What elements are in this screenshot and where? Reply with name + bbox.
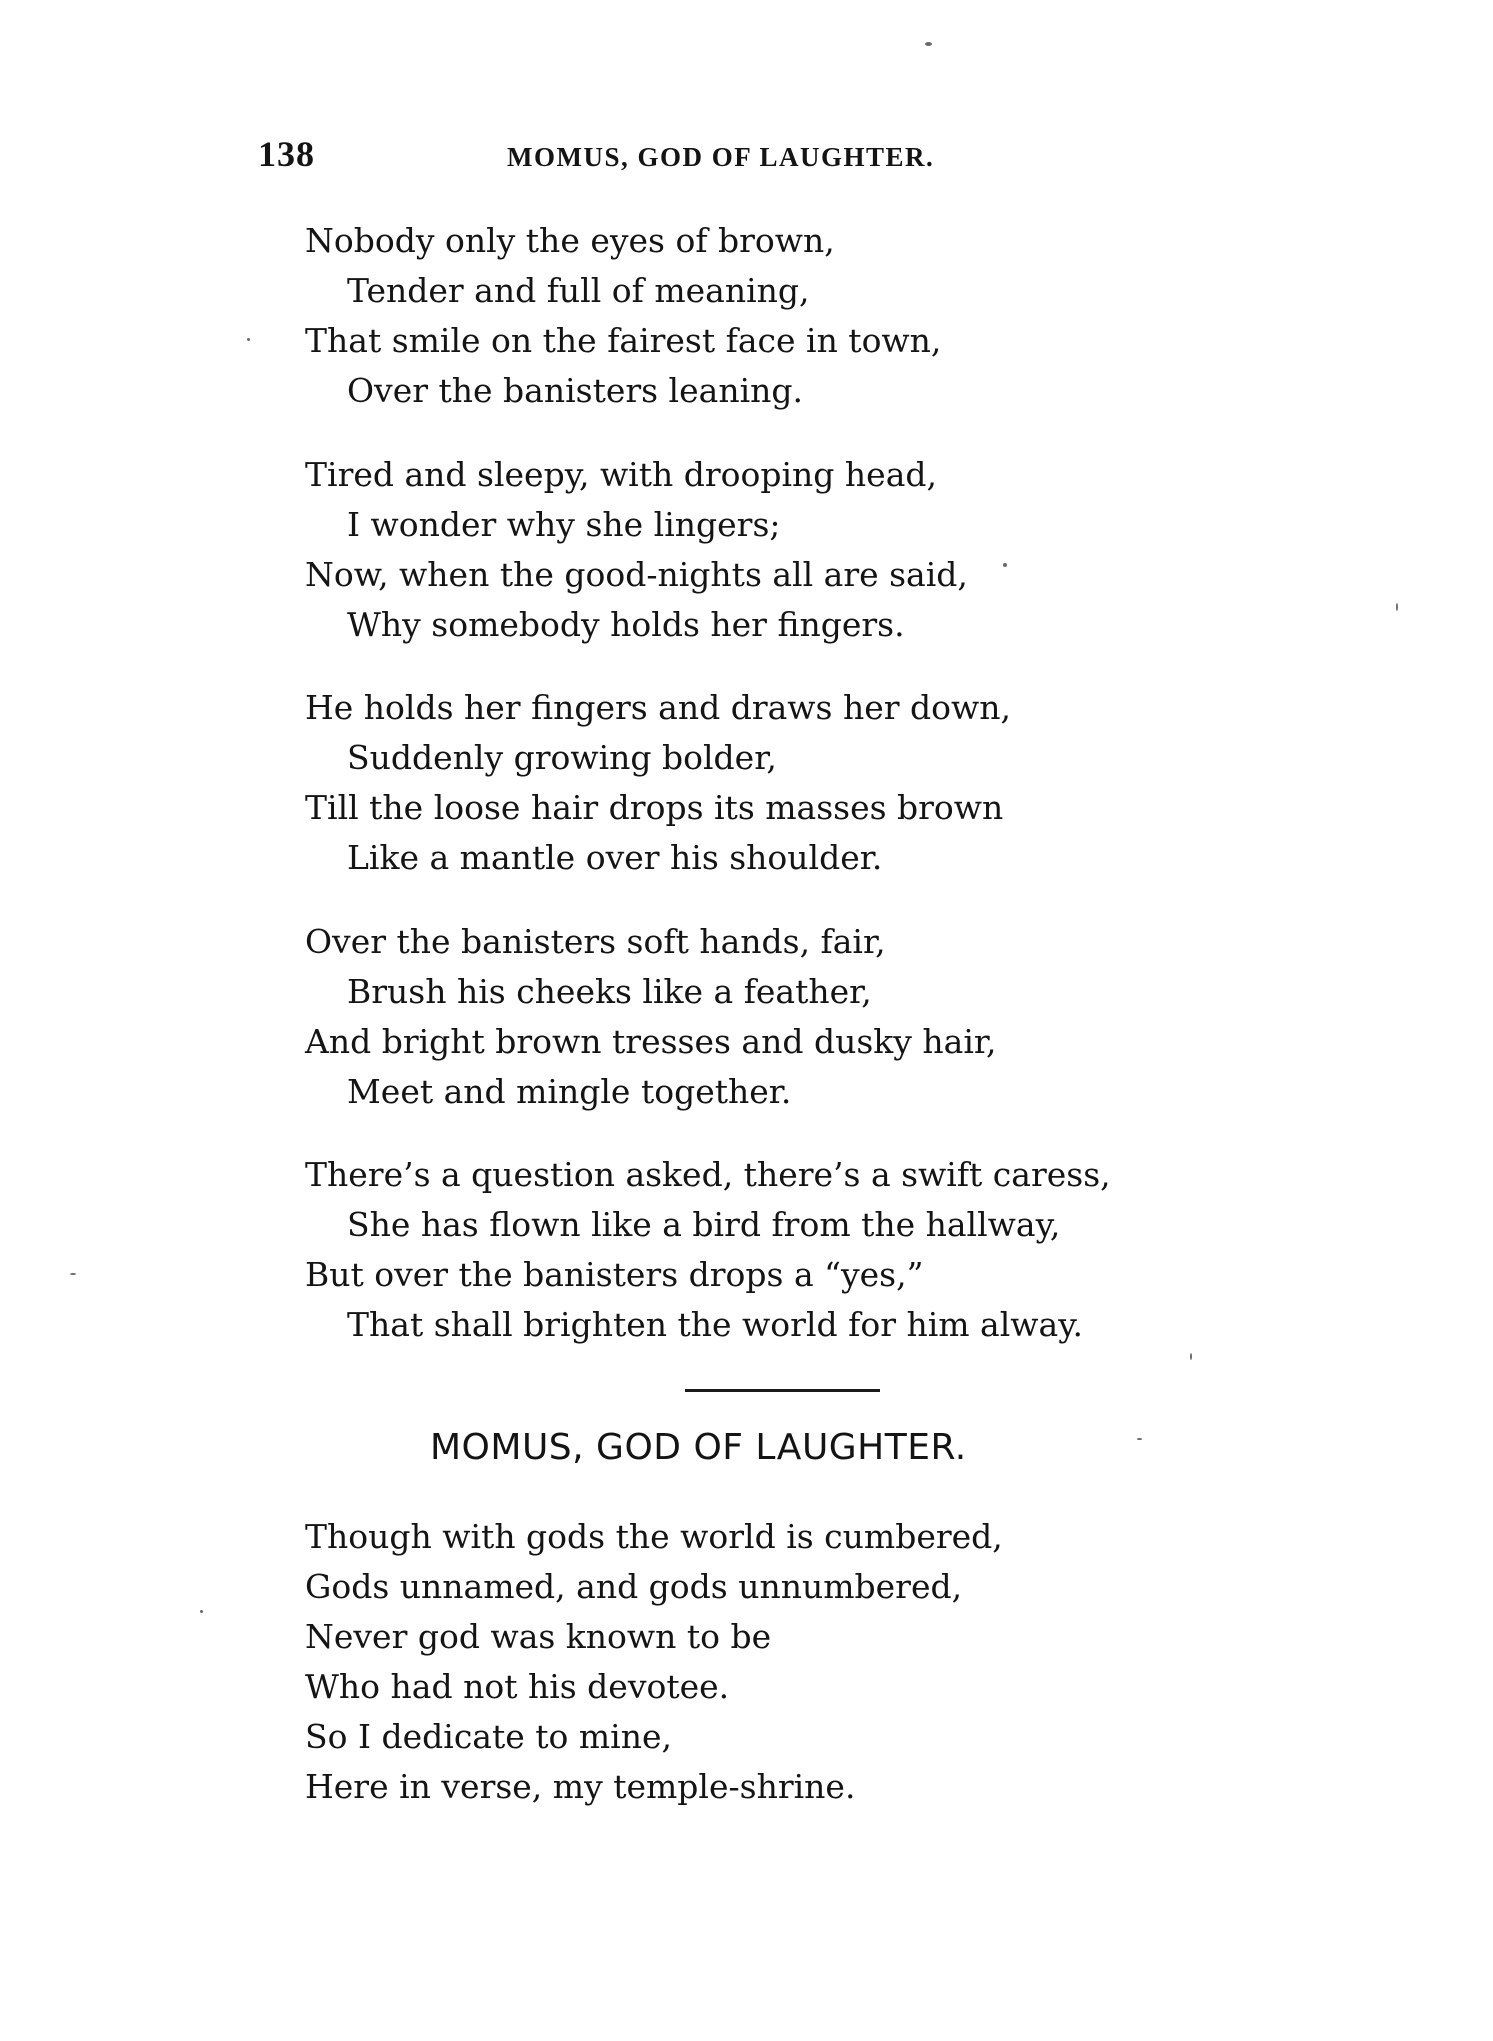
verse-line: He holds her fingers and draws her down, xyxy=(305,688,1012,727)
stanza-3 xyxy=(305,683,1305,883)
verse-line: Why somebody holds her fingers. xyxy=(347,605,905,644)
verse-line: And bright brown tresses and dusky hair, xyxy=(305,1022,997,1061)
scan-speck xyxy=(1396,603,1398,611)
verse-line: Though with gods the world is cumbered, xyxy=(305,1517,1003,1556)
verse-line: Like a mantle over his shoulder. xyxy=(347,838,883,877)
scan-speck xyxy=(1190,1353,1192,1360)
stanza-2 xyxy=(305,450,1305,650)
stanza-1 xyxy=(305,216,1305,416)
verse-line: Brush his cheeks like a feather, xyxy=(347,972,872,1011)
verse-line: Never god was known to be xyxy=(305,1617,772,1656)
scan-speck xyxy=(70,1273,76,1275)
verse-line: Suddenly growing bolder, xyxy=(347,738,777,777)
scan-speck xyxy=(1003,563,1007,567)
poem-title: MOMUS, GOD OF LAUGHTER. xyxy=(430,1427,967,1468)
verse-line: Nobody only the eyes of brown, xyxy=(305,221,835,260)
verse-line: But over the banisters drops a “yes,” xyxy=(305,1255,924,1294)
scan-speck xyxy=(200,1610,203,1613)
section-divider xyxy=(685,1389,880,1392)
verse-line: Over the banisters leaning. xyxy=(347,371,803,410)
page-number: 138 xyxy=(258,134,315,174)
verse-line: Tired and sleepy, with drooping head, xyxy=(305,455,937,494)
verse-line: Tender and full of meaning, xyxy=(347,271,810,310)
verse-line: So I dedicate to mine, xyxy=(305,1717,672,1756)
verse-line: I wonder why she lingers; xyxy=(347,505,781,544)
verse-line: That smile on the fairest face in town, xyxy=(305,321,942,360)
verse-line: That shall brighten the world for him alway. xyxy=(347,1305,1083,1344)
scan-speck xyxy=(1137,1438,1142,1440)
verse-line: There’s a question asked, there’s a swift caress, xyxy=(305,1155,1111,1194)
verse-line: Who had not his devotee. xyxy=(305,1667,730,1706)
stanza-6 xyxy=(305,1512,1305,1812)
verse-line: Meet and mingle together. xyxy=(347,1072,792,1111)
verse-line: Over the banisters soft hands, fair, xyxy=(305,922,886,961)
verse-line: Till the loose hair drops its masses brown xyxy=(305,788,1004,827)
verse-line: Here in verse, my temple-shrine. xyxy=(305,1767,856,1806)
running-head xyxy=(0,0,1493,200)
verse-line: Gods unnamed, and gods unnumbered, xyxy=(305,1567,963,1606)
verse-line: She has flown like a bird from the hallway, xyxy=(347,1205,1061,1244)
scan-speck xyxy=(925,42,932,46)
stanza-4 xyxy=(305,917,1305,1117)
scan-speck xyxy=(247,338,250,341)
stanza-5 xyxy=(305,1150,1305,1350)
verse-line: Now, when the good-nights all are said, xyxy=(305,555,968,594)
running-title: MOMUS, GOD OF LAUGHTER. xyxy=(507,142,935,172)
